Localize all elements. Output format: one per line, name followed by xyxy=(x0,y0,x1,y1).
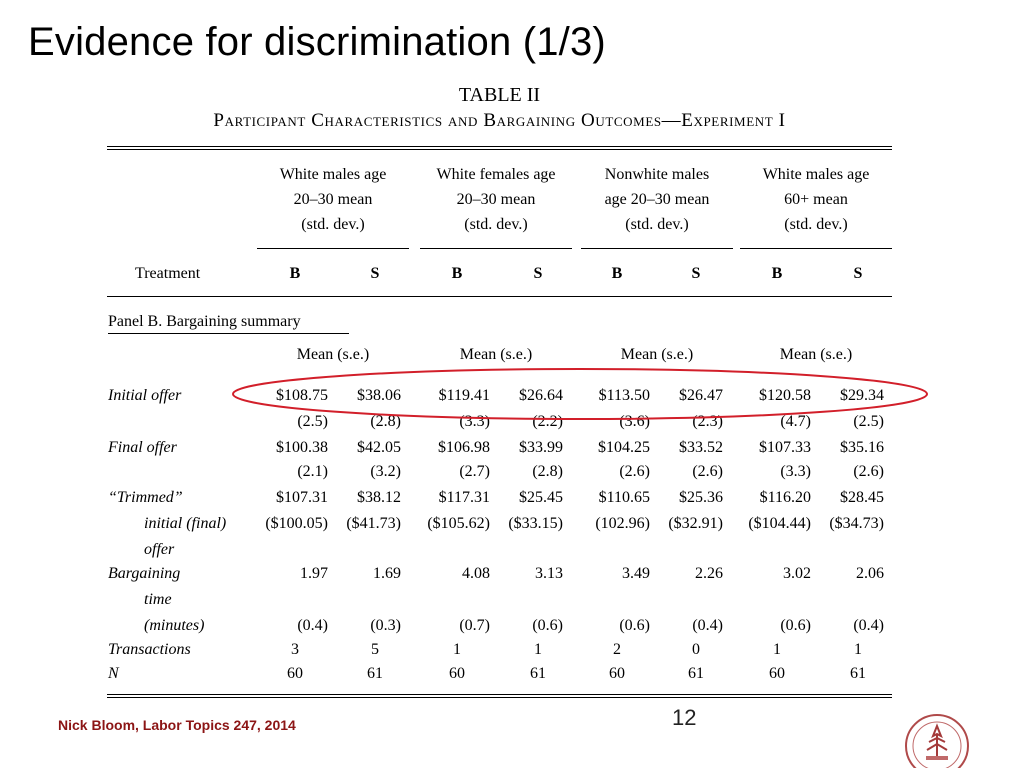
trimmed-final-cell: ($32.91) xyxy=(668,515,723,532)
final-offer-cell: $104.25 xyxy=(598,439,650,456)
slide-title: Evidence for discrimination (1/3) xyxy=(28,20,606,64)
final-offer-cell: $33.52 xyxy=(679,439,723,456)
row-label-bargaining-time: Bargaining xyxy=(108,565,181,582)
row-label-transactions: Transactions xyxy=(108,641,191,658)
initial-offer-se-cell: (2.3) xyxy=(692,413,723,430)
mean-subheader: Mean (s.e.) xyxy=(779,346,853,363)
initial-offer-se-cell: (4.7) xyxy=(780,413,811,430)
table-header-rule xyxy=(107,296,892,297)
bargaining-time-se-cell: (0.3) xyxy=(370,617,401,634)
panel-label: Panel B. Bargaining summary xyxy=(108,313,301,330)
n-cell: 61 xyxy=(688,665,704,682)
transactions-cell: 1 xyxy=(534,641,542,658)
final-offer-cell: $42.05 xyxy=(357,439,401,456)
trimmed-initial-cell: $25.45 xyxy=(519,489,563,506)
transactions-cell: 1 xyxy=(453,641,461,658)
transactions-cell: 5 xyxy=(371,641,379,658)
group-header-line: 20–30 mean xyxy=(456,191,536,208)
group-header-line: 20–30 mean xyxy=(293,191,373,208)
trimmed-final-cell: ($104.44) xyxy=(748,515,811,532)
final-offer-se-cell: (2.6) xyxy=(619,463,650,480)
treatment-cell: B xyxy=(771,265,783,282)
mean-subheader: Mean (s.e.) xyxy=(296,346,370,363)
initial-offer-cell: $38.06 xyxy=(357,387,401,404)
final-offer-se-cell: (2.7) xyxy=(459,463,490,480)
group-header-line: (std. dev.) xyxy=(301,216,365,233)
bargaining-time-se-cell: (0.6) xyxy=(619,617,650,634)
final-offer-se-cell: (3.2) xyxy=(370,463,401,480)
n-cell: 61 xyxy=(367,665,383,682)
trimmed-initial-cell: $38.12 xyxy=(357,489,401,506)
trimmed-initial-cell: $28.45 xyxy=(840,489,884,506)
transactions-cell: 2 xyxy=(613,641,621,658)
group-header-line: White females age xyxy=(436,166,556,183)
group-header-line: White males age xyxy=(279,166,387,183)
transactions-cell: 3 xyxy=(291,641,299,658)
n-cell: 60 xyxy=(609,665,625,682)
treatment-cell: S xyxy=(370,265,380,282)
row-label-bargaining-time-line3: (minutes) xyxy=(144,617,205,634)
initial-offer-se-cell: (2.5) xyxy=(853,413,884,430)
bargaining-time-se-cell: (0.4) xyxy=(692,617,723,634)
initial-offer-se-cell: (2.2) xyxy=(532,413,563,430)
final-offer-cell: $106.98 xyxy=(438,439,490,456)
bargaining-time-cell: 3.02 xyxy=(783,565,811,582)
group-header-white-males-older xyxy=(736,162,896,237)
table-bottom-rule xyxy=(107,694,892,698)
group-header-line: (std. dev.) xyxy=(784,216,848,233)
transactions-cell: 1 xyxy=(854,641,862,658)
initial-offer-cell: $119.41 xyxy=(438,387,490,404)
row-label-trimmed-line2: initial (final) xyxy=(144,515,227,532)
treatment-cell: S xyxy=(691,265,701,282)
treatment-cell: S xyxy=(533,265,543,282)
table-number: TABLE II xyxy=(458,84,541,106)
table-top-rule xyxy=(107,146,892,150)
group-rule xyxy=(740,248,892,249)
bargaining-time-cell: 3.13 xyxy=(535,565,563,582)
initial-offer-cell: $113.50 xyxy=(598,387,650,404)
panel-underline xyxy=(108,333,349,334)
n-cell: 60 xyxy=(449,665,465,682)
group-header-line: age 20–30 mean xyxy=(604,191,710,208)
initial-offer-cell: $26.47 xyxy=(679,387,723,404)
n-cell: 61 xyxy=(850,665,866,682)
final-offer-se-cell: (2.1) xyxy=(297,463,328,480)
treatment-cell: B xyxy=(451,265,463,282)
group-header-nonwhite-males xyxy=(577,162,737,237)
bargaining-time-se-cell: (0.6) xyxy=(780,617,811,634)
group-header-line: Nonwhite males xyxy=(604,166,710,183)
row-label-final-offer: Final offer xyxy=(108,439,177,456)
initial-offer-cell: $29.34 xyxy=(840,387,884,404)
treatment-cell: S xyxy=(853,265,863,282)
initial-offer-cell: $108.75 xyxy=(276,387,328,404)
bargaining-time-se-cell: (0.7) xyxy=(459,617,490,634)
final-offer-cell: $33.99 xyxy=(519,439,563,456)
trimmed-initial-cell: $117.31 xyxy=(438,489,490,506)
initial-offer-cell: $120.58 xyxy=(759,387,811,404)
table-caption xyxy=(107,82,892,134)
bargaining-time-cell: 1.69 xyxy=(373,565,401,582)
final-offer-se-cell: (2.6) xyxy=(692,463,723,480)
footer-citation: Nick Bloom, Labor Topics 247, 2014 xyxy=(58,717,296,733)
treatment-label: Treatment xyxy=(135,265,201,282)
trimmed-initial-cell: $25.36 xyxy=(679,489,723,506)
treatment-cell: B xyxy=(611,265,623,282)
row-label-n: N xyxy=(108,665,119,682)
initial-offer-se-cell: (2.8) xyxy=(370,413,401,430)
trimmed-final-cell: ($105.62) xyxy=(427,515,490,532)
final-offer-se-cell: (3.3) xyxy=(780,463,811,480)
final-offer-cell: $107.33 xyxy=(759,439,811,456)
transactions-cell: 0 xyxy=(692,641,700,658)
initial-offer-cell: $26.64 xyxy=(519,387,563,404)
bargaining-time-cell: 2.26 xyxy=(695,565,723,582)
group-header-white-males-young xyxy=(253,162,413,237)
initial-offer-se-cell: (3.6) xyxy=(619,413,650,430)
group-header-white-females xyxy=(416,162,576,237)
n-cell: 61 xyxy=(530,665,546,682)
mean-subheader: Mean (s.e.) xyxy=(459,346,533,363)
highlight-ellipse xyxy=(230,366,930,422)
trimmed-final-cell: (102.96) xyxy=(595,515,650,532)
row-label-initial-offer: Initial offer xyxy=(108,387,182,404)
row-label-trimmed-line3: offer xyxy=(144,541,175,558)
trimmed-initial-cell: $107.31 xyxy=(276,489,328,506)
trimmed-final-cell: ($34.73) xyxy=(829,515,884,532)
trimmed-final-cell: ($100.05) xyxy=(265,515,328,532)
table-subcaption: Participant Characteristics and Bargaining Outcomes—Experiment I xyxy=(213,110,786,131)
bargaining-time-cell: 3.49 xyxy=(622,565,650,582)
final-offer-cell: $100.38 xyxy=(276,439,328,456)
final-offer-cell: $35.16 xyxy=(840,439,884,456)
n-cell: 60 xyxy=(769,665,785,682)
group-header-line: (std. dev.) xyxy=(625,216,689,233)
university-seal-icon xyxy=(902,712,972,768)
transactions-cell: 1 xyxy=(773,641,781,658)
bargaining-time-se-cell: (0.4) xyxy=(297,617,328,634)
group-rule xyxy=(257,248,409,249)
initial-offer-se-cell: (3.3) xyxy=(459,413,490,430)
final-offer-se-cell: (2.8) xyxy=(532,463,563,480)
n-cell: 60 xyxy=(287,665,303,682)
bargaining-time-cell: 2.06 xyxy=(856,565,884,582)
trimmed-final-cell: ($33.15) xyxy=(508,515,563,532)
mean-subheader: Mean (s.e.) xyxy=(620,346,694,363)
row-label-bargaining-time-line2: time xyxy=(144,591,172,608)
bargaining-time-se-cell: (0.6) xyxy=(532,617,563,634)
trimmed-initial-cell: $110.65 xyxy=(598,489,650,506)
bargaining-time-se-cell: (0.4) xyxy=(853,617,884,634)
final-offer-se-cell: (2.6) xyxy=(853,463,884,480)
group-rule xyxy=(581,248,733,249)
treatment-cell: B xyxy=(289,265,301,282)
bargaining-time-cell: 4.08 xyxy=(462,565,490,582)
group-header-line: White males age xyxy=(762,166,870,183)
initial-offer-se-cell: (2.5) xyxy=(297,413,328,430)
page-number: 12 xyxy=(672,705,697,730)
group-header-line: (std. dev.) xyxy=(464,216,528,233)
trimmed-final-cell: ($41.73) xyxy=(346,515,401,532)
group-rule xyxy=(420,248,572,249)
trimmed-initial-cell: $116.20 xyxy=(759,489,811,506)
bargaining-time-cell: 1.97 xyxy=(300,565,328,582)
row-label-trimmed: “Trimmed” xyxy=(108,489,183,506)
group-header-line: 60+ mean xyxy=(784,191,848,208)
